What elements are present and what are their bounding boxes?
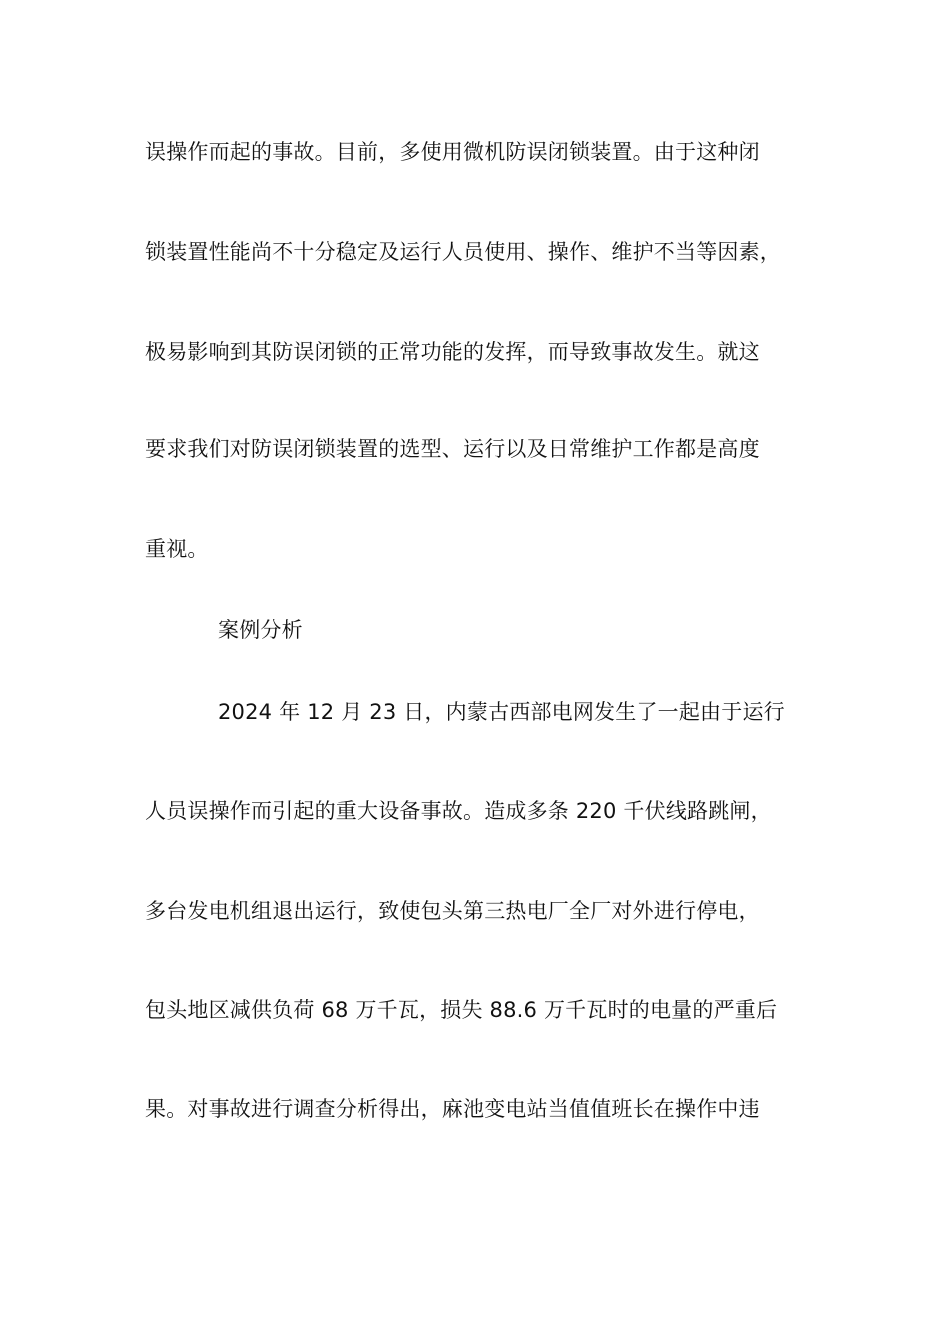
section-heading: 案例分析 xyxy=(218,618,303,642)
paragraph-1-line-3: 极易影响到其防误闭锁的正常功能的发挥，而导致事故发生。就这 xyxy=(145,340,760,364)
paragraph-2-line-4: 包头地区减供负荷 68 万千瓦，损失 88.6 万千瓦时的电量的严重后 xyxy=(145,998,778,1022)
paragraph-2-line-3: 多台发电机组退出运行，致使包头第三热电厂全厂对外进行停电， xyxy=(145,899,760,923)
paragraph-1-line-2: 锁装置性能尚不十分稳定及运行人员使用、操作、维护不当等因素， xyxy=(145,240,781,264)
paragraph-1-line-4: 要求我们对防误闭锁装置的选型、运行以及日常维护工作都是高度 xyxy=(145,437,760,461)
paragraph-2-line-1: 2024 年 12 月 23 日，内蒙古西部电网发生了一起由于运行 xyxy=(218,700,785,724)
paragraph-2-line-5: 果。对事故进行调查分析得出，麻池变电站当值值班长在操作中违 xyxy=(145,1097,760,1121)
paragraph-2-line-2: 人员误操作而引起的重大设备事故。造成多条 220 千伏线路跳闸， xyxy=(145,799,772,823)
paragraph-1-line-1: 误操作而起的事故。目前，多使用微机防误闭锁装置。由于这种闭 xyxy=(145,140,760,164)
paragraph-1-line-5: 重视。 xyxy=(145,537,209,561)
